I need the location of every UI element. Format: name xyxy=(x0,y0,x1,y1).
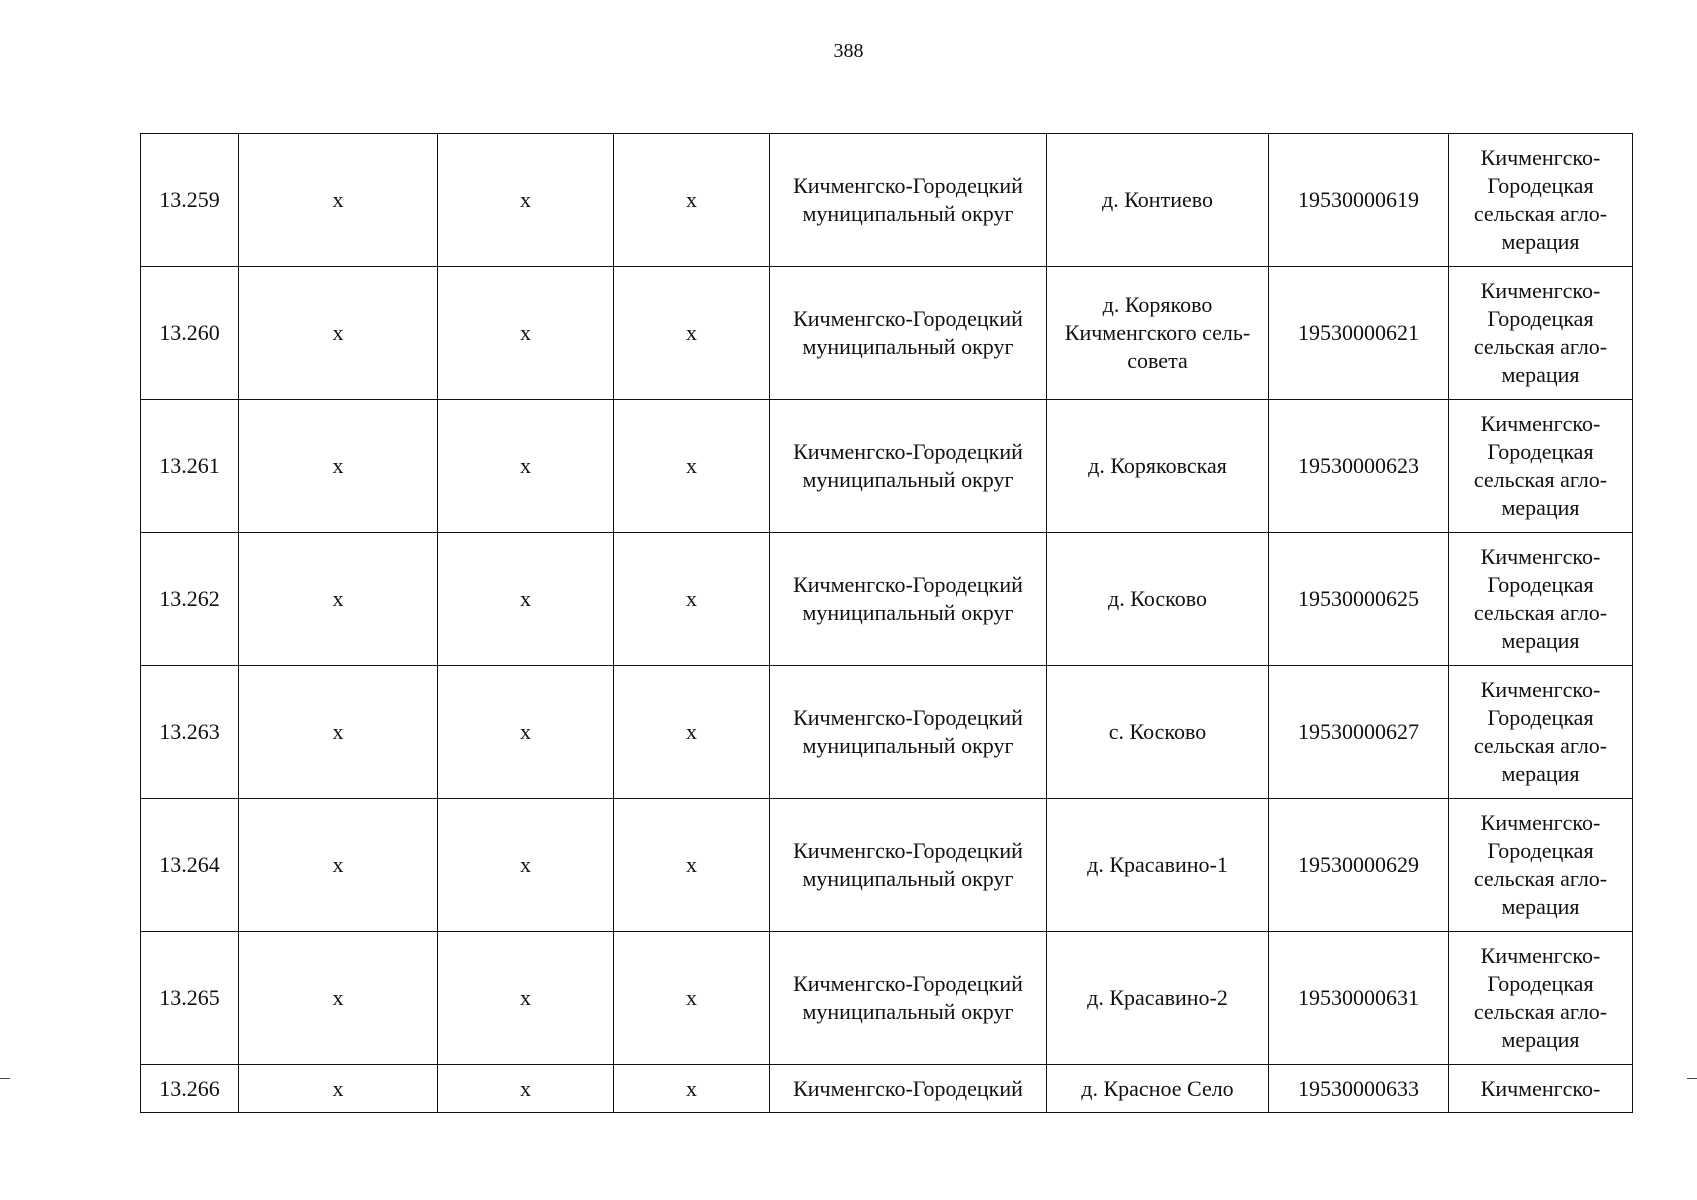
settlement-cell: д. Контиево xyxy=(1047,134,1269,267)
table-row xyxy=(141,267,1633,400)
district-cell: Кичменгско-Городецкий муниципальный округ xyxy=(770,932,1047,1065)
row-number-cell: 13.263 xyxy=(141,666,239,799)
district-cell: Кичменгско-Городецкий муниципальный округ xyxy=(770,666,1047,799)
placeholder-cell: х xyxy=(438,533,614,666)
agglomeration-cell: Кичменгско-Городецкая сельская агло-мерация xyxy=(1449,400,1633,533)
code-cell: 19530000633 xyxy=(1269,1065,1449,1113)
code-cell: 19530000625 xyxy=(1269,533,1449,666)
district-cell: Кичменгско-Городецкий xyxy=(770,1065,1047,1113)
placeholder-cell: х xyxy=(614,134,770,267)
left-fold-mark xyxy=(0,1078,10,1079)
placeholder-cell: х xyxy=(614,267,770,400)
placeholder-cell: х xyxy=(239,134,438,267)
settlements-table xyxy=(140,133,1633,1113)
table-row xyxy=(141,533,1633,666)
agglomeration-cell: Кичменгско-Городецкая сельская агло-мерация xyxy=(1449,799,1633,932)
agglomeration-cell: Кичменгско-Городецкая сельская агло-мерация xyxy=(1449,932,1633,1065)
district-cell: Кичменгско-Городецкий муниципальный округ xyxy=(770,267,1047,400)
table-row xyxy=(141,400,1633,533)
placeholder-cell: х xyxy=(614,533,770,666)
placeholder-cell: х xyxy=(614,400,770,533)
district-cell: Кичменгско-Городецкий муниципальный округ xyxy=(770,799,1047,932)
placeholder-cell: х xyxy=(438,267,614,400)
settlement-cell: д. Косково xyxy=(1047,533,1269,666)
settlement-cell: д. Красавино-1 xyxy=(1047,799,1269,932)
placeholder-cell: х xyxy=(614,1065,770,1113)
table-row xyxy=(141,666,1633,799)
code-cell: 19530000629 xyxy=(1269,799,1449,932)
code-cell: 19530000619 xyxy=(1269,134,1449,267)
row-number-cell: 13.262 xyxy=(141,533,239,666)
district-cell: Кичменгско-Городецкий муниципальный округ xyxy=(770,400,1047,533)
placeholder-cell: х xyxy=(239,1065,438,1113)
row-number-cell: 13.266 xyxy=(141,1065,239,1113)
agglomeration-cell: Кичменгско-Городецкая сельская агло-мерация xyxy=(1449,134,1633,267)
placeholder-cell: х xyxy=(438,1065,614,1113)
code-cell: 19530000631 xyxy=(1269,932,1449,1065)
table-row xyxy=(141,932,1633,1065)
settlement-cell: д. Красавино-2 xyxy=(1047,932,1269,1065)
settlement-cell: д. Коряковская xyxy=(1047,400,1269,533)
row-number-cell: 13.261 xyxy=(141,400,239,533)
settlement-cell: д. Коряково Кичменгского сель-совета xyxy=(1047,267,1269,400)
settlement-cell: д. Красное Село xyxy=(1047,1065,1269,1113)
agglomeration-cell: Кичменгско-Городецкая сельская агло-мерация xyxy=(1449,666,1633,799)
placeholder-cell: х xyxy=(239,400,438,533)
row-number-cell: 13.264 xyxy=(141,799,239,932)
placeholder-cell: х xyxy=(438,400,614,533)
district-cell: Кичменгско-Городецкий муниципальный округ xyxy=(770,533,1047,666)
code-cell: 19530000621 xyxy=(1269,267,1449,400)
placeholder-cell: х xyxy=(614,932,770,1065)
agglomeration-cell: Кичменгско-Городецкая сельская агло-мерация xyxy=(1449,267,1633,400)
placeholder-cell: х xyxy=(438,932,614,1065)
placeholder-cell: х xyxy=(239,666,438,799)
placeholder-cell: х xyxy=(438,134,614,267)
page-number: 388 xyxy=(833,40,864,62)
table-row xyxy=(141,799,1633,932)
right-fold-mark xyxy=(1687,1078,1697,1079)
row-number-cell: 13.259 xyxy=(141,134,239,267)
placeholder-cell: х xyxy=(614,666,770,799)
table-row xyxy=(141,134,1633,267)
placeholder-cell: х xyxy=(239,799,438,932)
placeholder-cell: х xyxy=(614,799,770,932)
district-cell: Кичменгско-Городецкий муниципальный округ xyxy=(770,134,1047,267)
placeholder-cell: х xyxy=(438,666,614,799)
agglomeration-cell: Кичменгско- xyxy=(1449,1065,1633,1113)
placeholder-cell: х xyxy=(239,533,438,666)
code-cell: 19530000623 xyxy=(1269,400,1449,533)
placeholder-cell: х xyxy=(239,932,438,1065)
row-number-cell: 13.260 xyxy=(141,267,239,400)
settlement-cell: с. Косково xyxy=(1047,666,1269,799)
row-number-cell: 13.265 xyxy=(141,932,239,1065)
placeholder-cell: х xyxy=(239,267,438,400)
placeholder-cell: х xyxy=(438,799,614,932)
code-cell: 19530000627 xyxy=(1269,666,1449,799)
agglomeration-cell: Кичменгско-Городецкая сельская агло-мерация xyxy=(1449,533,1633,666)
table-row xyxy=(141,1065,1633,1113)
